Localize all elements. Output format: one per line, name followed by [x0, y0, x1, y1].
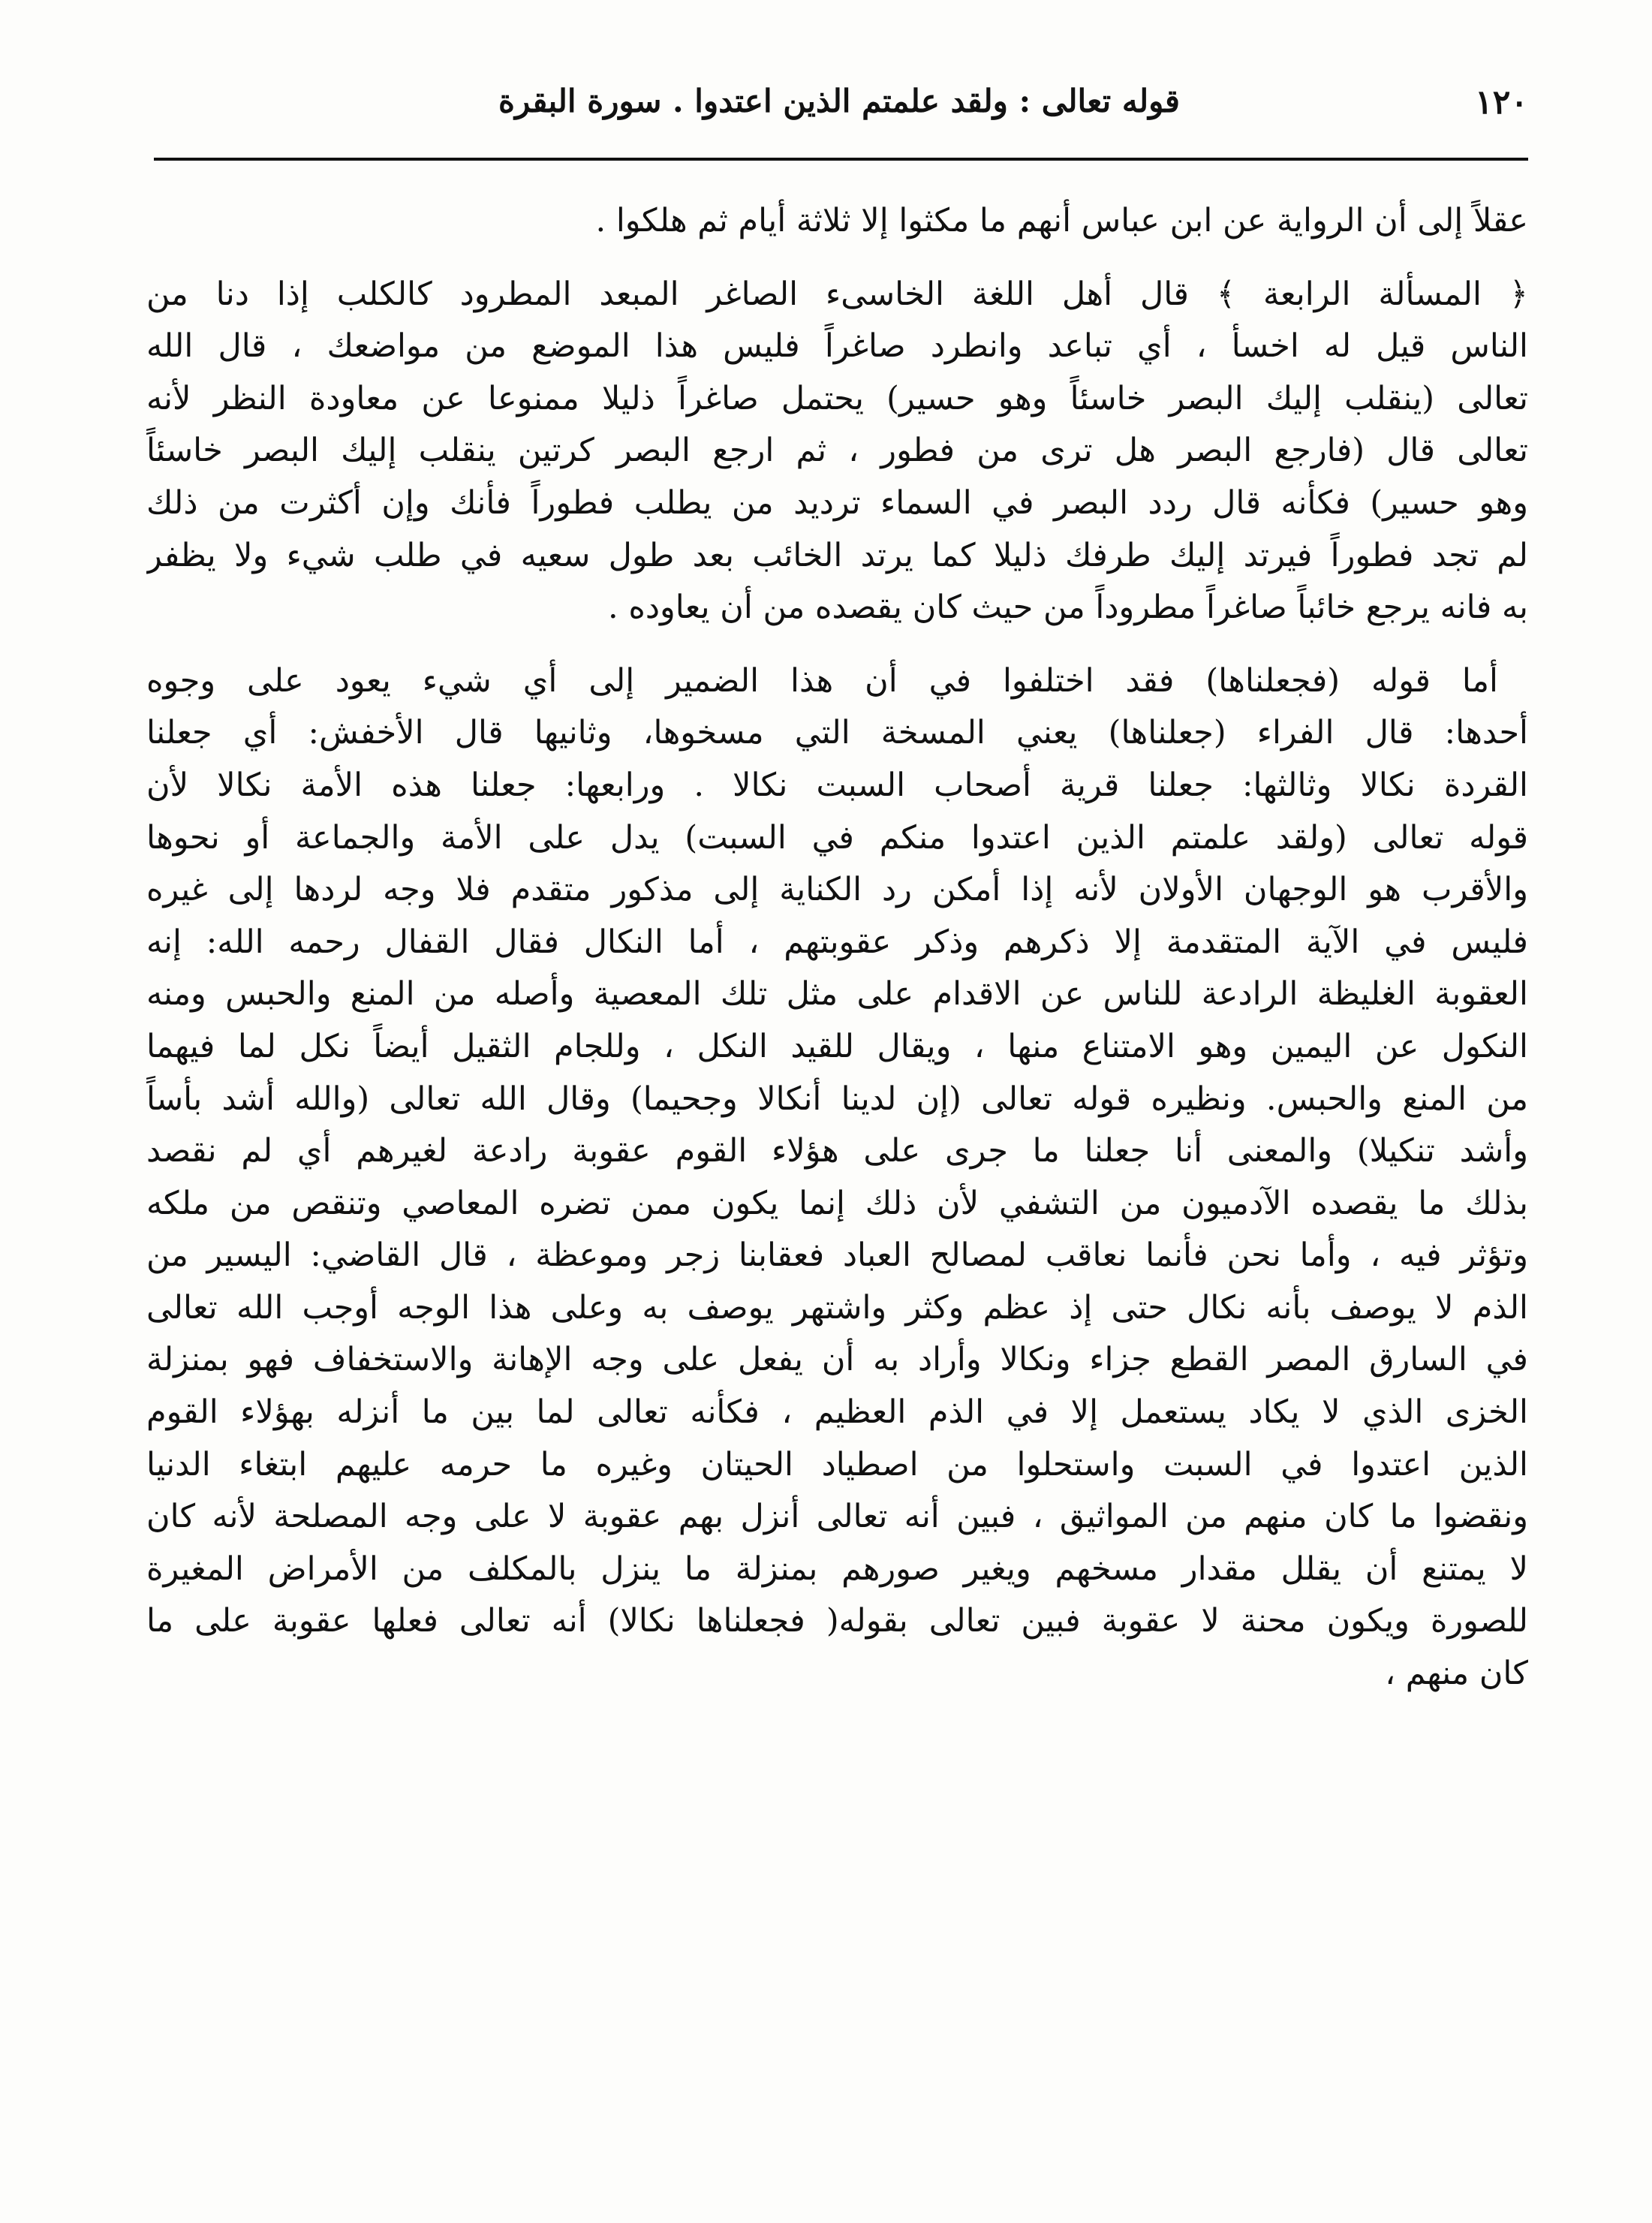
text-line: عقلاً إلى أن الرواية عن ابن عباس أنهم ما مكثوا إلا ثلاثة أيام ثم هلكوا . [595, 202, 1528, 239]
paragraph [146, 269, 1528, 634]
text-line: من المنع والحبس. ونظيره قوله تعالى (إن لدينا أنكالا وجحيما) وقال الله تعالى (والله أشد بأساً [146, 1080, 1528, 1118]
text-line: قوله تعالى (ولقد علمتم الذين اعتدوا منكم في السبت) يدل على الأمة والجماعة أو نحوها [146, 818, 1528, 857]
text-line: القردة نكالا وثالثها: جعلنا قرية أصحاب السبت نكالا . ورابعها: جعلنا هذه الأمة نكالا لأن [146, 766, 1528, 804]
text-line: وتؤثر فيه ، وأما نحن فأنما نعاقب لمصالح العباد فعقابنا زجر وموعظة ، قال القاضي: اليسير من [146, 1237, 1528, 1275]
text-line: العقوبة الغليظة الرادعة للناس عن الاقدام على مثل تلك المعصية وأصله من المنع والحبس ومنه [146, 975, 1528, 1014]
text-line: الخزى الذي لا يكاد يستعمل إلا في الذم العظيم ، فكأنه تعالى لما بين ما أنزله بهؤلاء القوم [146, 1393, 1528, 1432]
paragraph-gap [146, 248, 1528, 269]
header-divider [154, 158, 1528, 161]
paragraph [146, 655, 1528, 1700]
text-line: أما قوله (فجعلناها) فقد اختلفوا في أن هذا الضمير إلى أي شيء يعود على وجوه [146, 661, 1498, 700]
text-line: ونقضوا ما كان منهم من المواثيق ، فبين أنه تعالى أنزل بهم عقوبة لا على وجه المصلحة لأنه كان [146, 1498, 1528, 1536]
text-line: والأقرب هو الوجهان الأولان لأنه إذا أمكن رد الكناية إلى مذكور متقدم فلا وجه لردها إلى غيره [146, 871, 1528, 909]
text-line: الذم لا يوصف بأنه نكال حتى إذ عظم وكثر واشتهر يوصف به وعلى هذا الوجه أوجب الله تعالى [146, 1288, 1528, 1327]
text-line: وأشد تنكيلا) والمعنى أنا جعلنا ما جرى على هؤلاء القوم عقوبة رادعة لغيرهم أي لم نقصد [146, 1132, 1528, 1170]
text-line: تعالى قال (فارجع البصر هل ترى من فطور ، ثم ارجع البصر كرتين ينقلب إليك البصر خاسئاً [146, 432, 1528, 470]
text-line: لا يمتنع أن يقلل مقدار مسخهم ويغير صورهم بمنزلة ما ينزل بالمكلف من الأمراض المغيرة [146, 1550, 1528, 1588]
text-line: النكول عن اليمين وهو الامتناع منها ، ويقال للقيد النكل ، وللجام الثقيل أيضاً نكل لما فيهما [146, 1027, 1528, 1065]
running-title: قوله تعالى : ولقد علمتم الذين اعتدوا . سورة البقرة [498, 83, 1180, 119]
text-line: بذلك ما يقصده الآدميون من التشفي لأن ذلك إنما يكون ممن تضره المعاصي وتنقص من ملكه [146, 1184, 1528, 1222]
text-line: تعالى (ينقلب إليك البصر خاسئاً وهو حسير) يحتمل صاغراً ذليلا ممنوعا عن معاودة النظر لأنه [146, 379, 1528, 417]
text-line: فليس في الآية المتقدمة إلا ذكرهم وذكر عقوبتهم ، أما النكال فقال القفال رحمه الله: إنه [146, 923, 1528, 961]
text-line: أحدها: قال الفراء (جعلناها) يعني المسخة التي مسخوها، وثانيها قال الأخفش: أي جعلنا [146, 714, 1528, 752]
text-line: لم تجد فطوراً فيرتد إليك طرفك ذليلا كما يرتد الخائب بعد طول سعيه في طلب شيء ولا يظفر [146, 536, 1528, 574]
paragraph-gap [146, 634, 1528, 655]
page-number: ١٢٠ [1475, 83, 1528, 122]
text-line: في السارق المصر القطع جزاء ونكالا وأراد به أن يفعل على وجه الإهانة والاستخفاف فهو بمنزلة [146, 1341, 1528, 1379]
text-line: ﴿ المسألة الرابعة ﴾ قال أهل اللغة الخاسىء الصاغر المبعد المطرود كالكلب إذا دنا من [146, 275, 1528, 313]
text-line: كان منهم ، [1385, 1655, 1528, 1693]
text-line: الناس قيل له اخسأ ، أي تباعد وانطرد صاغراً فليس هذا الموضع من مواضعك ، قال الله [146, 327, 1528, 366]
text-line: به فانه يرجع خائباً صاغراً مطروداً من حيث كان يقصده من أن يعاوده . [608, 589, 1528, 627]
page-header [150, 71, 1528, 139]
text-line: وهو حسير) فكأنه قال ردد البصر في السماء ترديد من يطلب فطوراً فأنك وإن أكثرت من ذلك [146, 483, 1528, 522]
paragraph [146, 195, 1528, 248]
page-body [146, 195, 1528, 1700]
text-line: للصورة ويكون محنة لا عقوبة فبين تعالى بقوله( فجعلناها نكالا) أنه تعالى فعلها عقوبة على ما [146, 1602, 1528, 1640]
text-line: الذين اعتدوا في السبت واستحلوا من اصطياد الحيتان وغيره ما حرمه عليهم ابتغاء الدنيا [146, 1445, 1528, 1484]
